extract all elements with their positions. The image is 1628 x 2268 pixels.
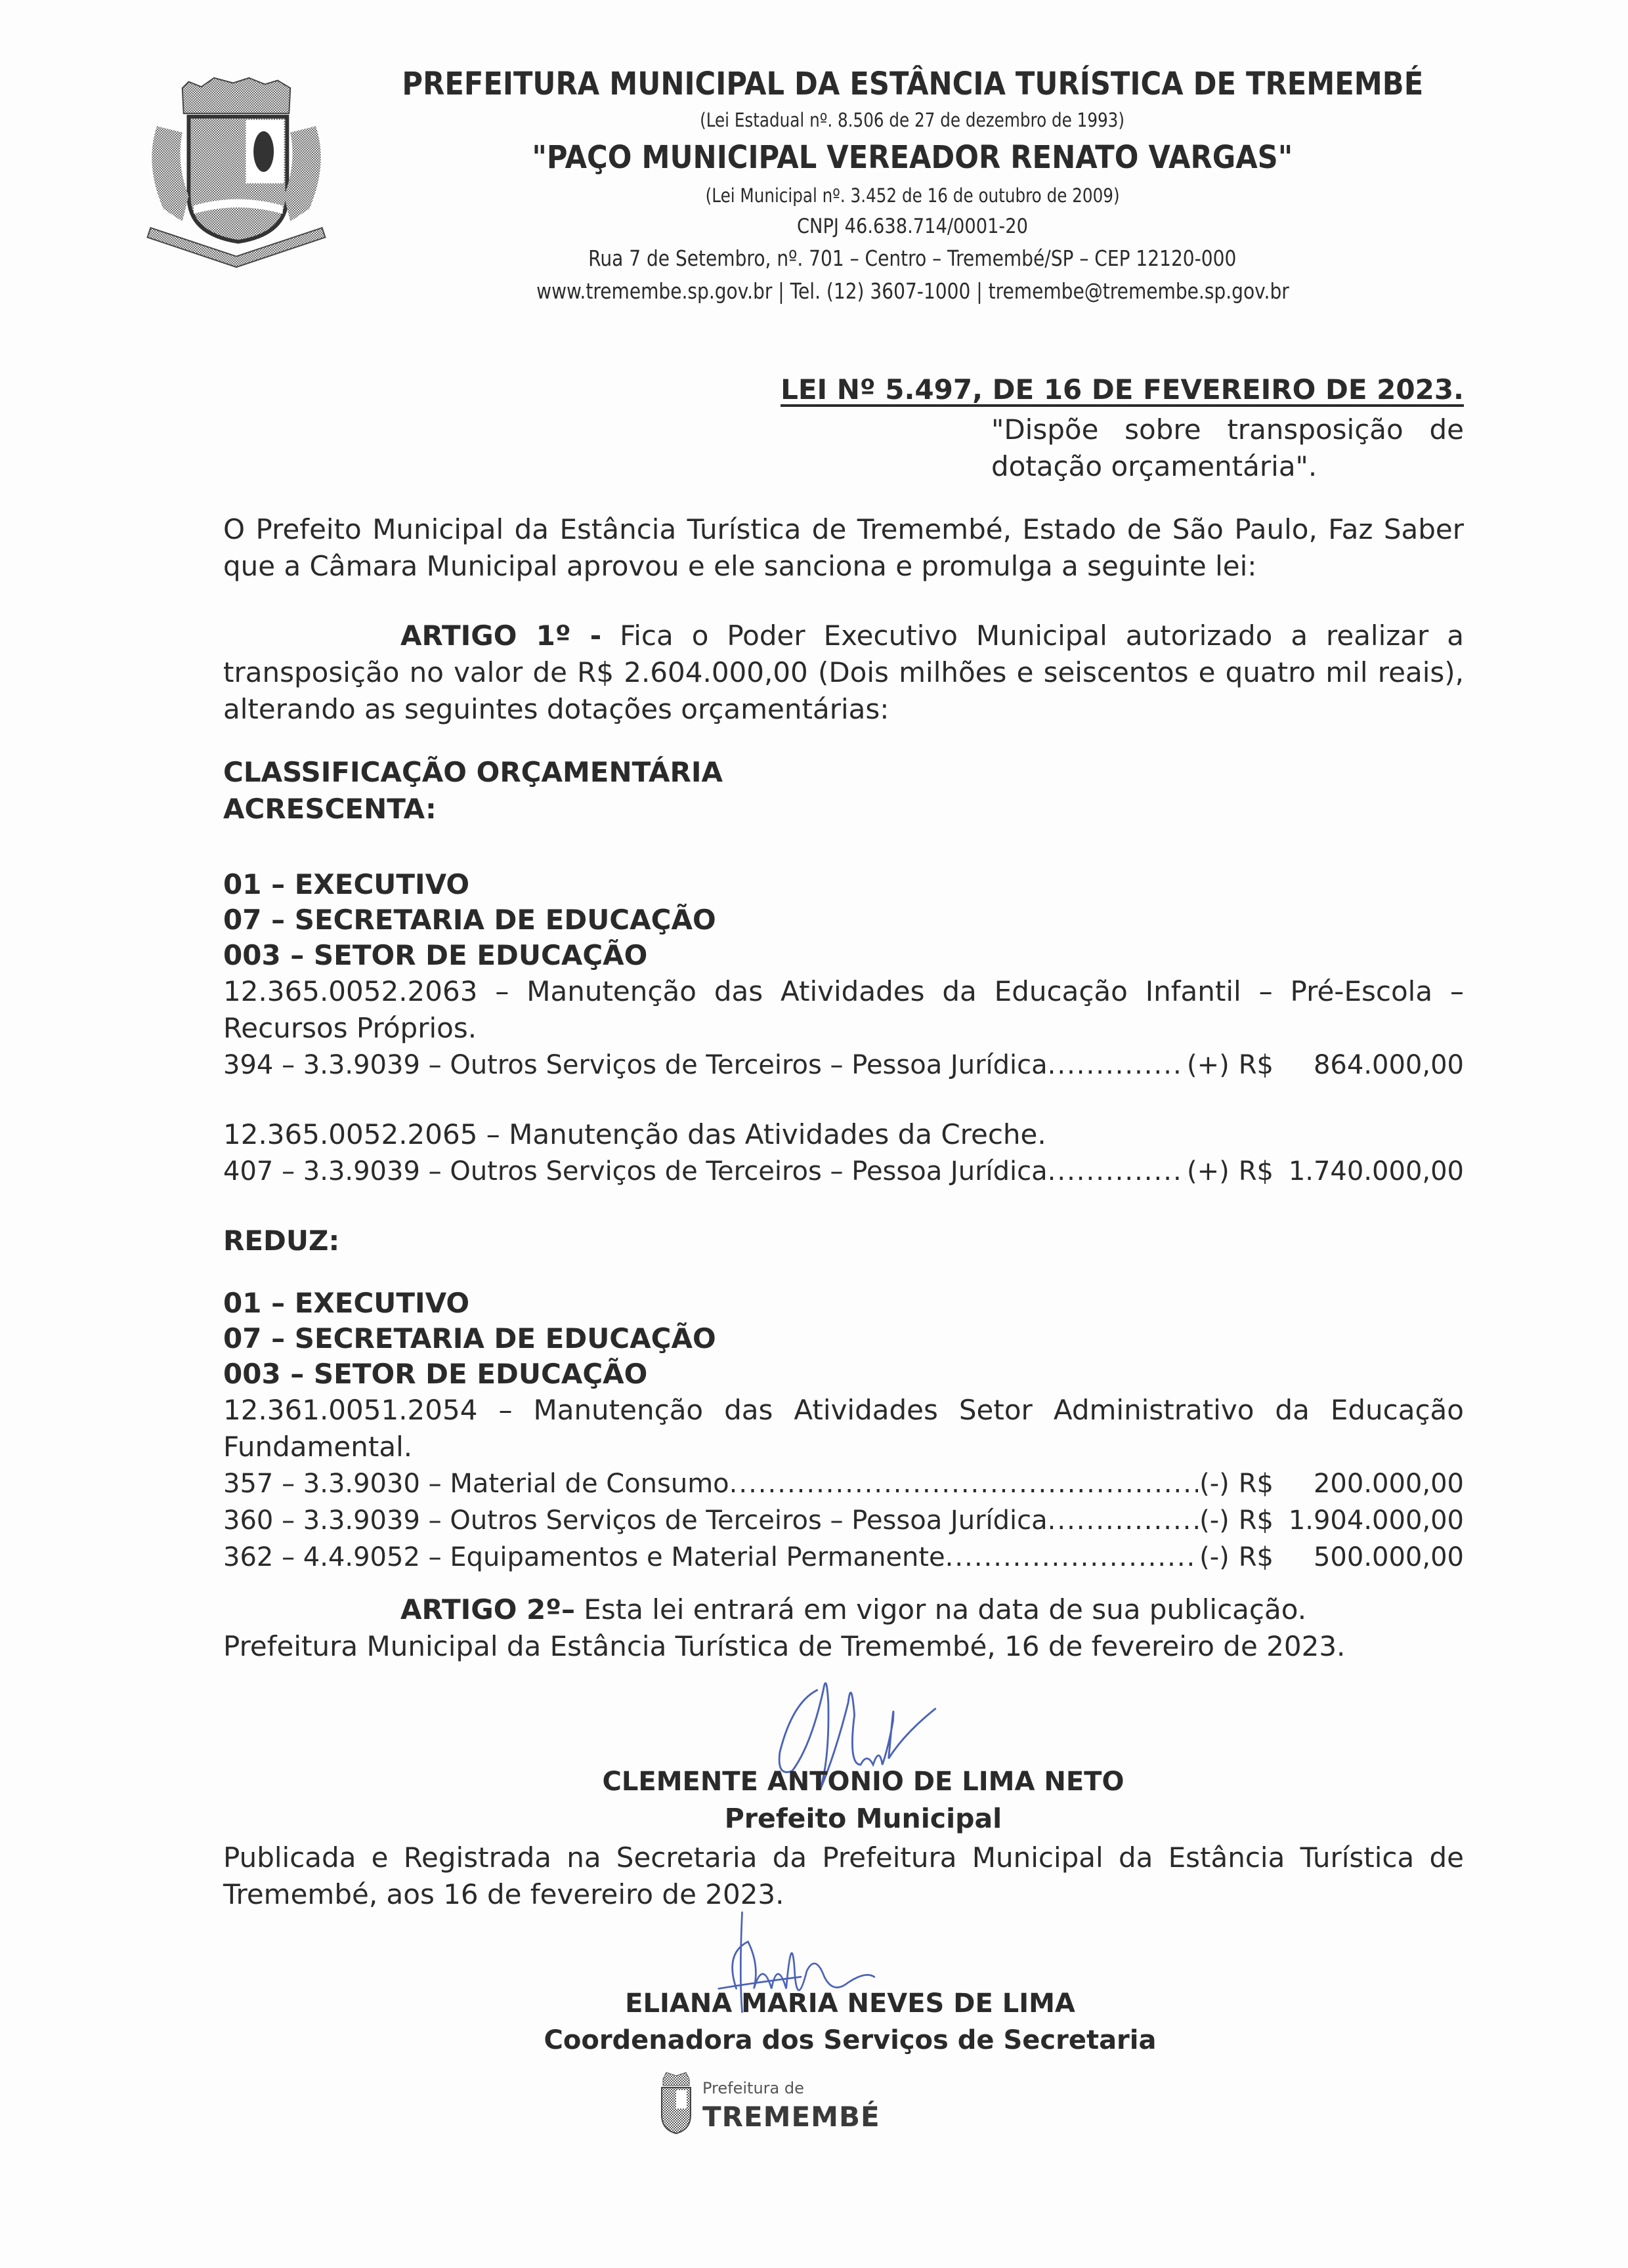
law-title: LEI Nº 5.497, DE 16 DE FEVEREIRO DE 2023. <box>781 373 1464 406</box>
mayor-role: Prefeito Municipal <box>724 1803 1002 1834</box>
program-description: 12.365.0052.2065 – Manutenção das Atividades da Creche. <box>223 1118 1046 1150</box>
secretary-role: Coordenadora dos Serviços de Secretaria <box>544 2025 1157 2055</box>
org-line: 01 – EXECUTIVO <box>223 868 470 900</box>
secretary-name: ELIANA MARIA NEVES DE LIMA <box>625 1988 1075 2019</box>
budget-item-sign: (-) <box>1199 1469 1230 1499</box>
header-state-law: (Lei Estadual nº. 8.506 de 27 de dezembro de 1993) <box>700 109 1125 131</box>
closing-date-line: Prefeitura Municipal da Estância Turística de Tremembé, 16 de fevereiro de 2023. <box>223 1630 1346 1662</box>
budget-item-amount: 1.740.000,00 <box>1288 1156 1464 1186</box>
classification-heading-block <box>223 754 1464 828</box>
budget-item-label: 357 – 3.3.9030 – Material de Consumo <box>223 1469 729 1499</box>
org-line: 003 – SETOR DE EDUCAÇÃO <box>223 939 648 971</box>
classification-heading: CLASSIFICAÇÃO ORÇAMENTÁRIA <box>223 756 723 788</box>
law-ementa <box>991 411 1464 485</box>
budget-item-row <box>223 1539 1464 1576</box>
budget-item-row <box>223 1502 1464 1539</box>
ementa-line-1: "Dispõe sobre transposição de <box>991 413 1464 446</box>
letterhead <box>138 62 1464 371</box>
budget-item-sign: (-) <box>1199 1505 1230 1536</box>
org-line: 07 – SECRETARIA DE EDUCAÇÃO <box>223 904 716 936</box>
org-line: 01 – EXECUTIVO <box>223 1287 470 1319</box>
header-state-law-line <box>335 106 1490 135</box>
preamble: O Prefeito Municipal da Estância Turística de Tremembé, Estado de São Paulo, Faz Saber que a Câmara Municipal aprovou e ele sanciona e promulga a seguinte lei: <box>223 513 1464 582</box>
budget-item-amount: 200.000,00 <box>1313 1469 1464 1499</box>
reduz-section <box>223 1286 1464 1576</box>
header-title-line <box>335 62 1490 106</box>
header-contact-line <box>335 275 1490 308</box>
header-municipal-law-line <box>335 180 1490 211</box>
header-address-line <box>335 242 1490 275</box>
budget-item-sign: (-) <box>1199 1542 1230 1572</box>
budget-item-amount: 500.000,00 <box>1313 1542 1464 1572</box>
acrescenta-section <box>223 867 1464 1190</box>
budget-item-currency: R$ <box>1238 1469 1274 1499</box>
leader-dots <box>1048 1047 1186 1083</box>
budget-item-label: 407 – 3.3.9039 – Outros Serviços de Terceiros – Pessoa Jurídica <box>223 1156 1048 1186</box>
budget-item-sign: (+) <box>1187 1156 1230 1186</box>
budget-item-currency: R$ <box>1238 1542 1274 1572</box>
mayor-signature-area <box>223 1665 1464 1763</box>
leader-dots <box>1048 1502 1198 1539</box>
footer-logo <box>656 2069 932 2141</box>
program-description: 12.365.0052.2063 – Manutenção das Atividades da Educação Infantil – Pré-Escola – Recursos Próprios. <box>223 975 1464 1044</box>
header-cnpj-line <box>335 211 1490 242</box>
spacer <box>223 1083 1464 1116</box>
footer-name: TREMEMBÉ <box>702 2101 880 2133</box>
budget-item-row <box>223 1047 1464 1083</box>
header-building-line <box>335 135 1490 180</box>
article-1-text: Fica o Poder Executivo Municipal autorizado a realizar a transposição no valor de R$ 2.604.000,00 (Dois milhões e seiscentos e quatro mil reais), alterando as seguintes dotações orçamentárias: <box>223 620 1464 725</box>
budget-item-amount: 1.904.000,00 <box>1288 1505 1464 1536</box>
budget-item-row <box>223 1465 1464 1502</box>
header-cnpj: CNPJ 46.638.714/0001-20 <box>797 215 1028 238</box>
budget-item-sign: (+) <box>1187 1050 1230 1080</box>
article-1-label: ARTIGO 1º - <box>400 620 602 652</box>
mayor-name: CLEMENTE ANTONIO DE LIMA NETO <box>602 1767 1125 1797</box>
article-2-text: Esta lei entrará em vigor na data de sua publicação. <box>574 1593 1307 1626</box>
budget-item-label: 360 – 3.3.9039 – Outros Serviços de Terceiros – Pessoa Jurídica <box>223 1505 1048 1536</box>
footer-coat-of-arms-icon <box>656 2069 696 2138</box>
leader-dots <box>945 1539 1198 1576</box>
acrescenta-heading: ACRESCENTA: <box>223 793 437 825</box>
budget-item-label: 394 – 3.3.9039 – Outros Serviços de Terceiros – Pessoa Jurídica <box>223 1050 1048 1080</box>
org-line: 07 – SECRETARIA DE EDUCAÇÃO <box>223 1322 716 1354</box>
article-2 <box>223 1591 1464 1628</box>
budget-item-label: 362 – 4.4.9052 – Equipamentos e Material Permanente <box>223 1542 945 1572</box>
header-address: Rua 7 de Setembro, nº. 701 – Centro – Tremembé/SP – CEP 12120-000 <box>588 245 1237 271</box>
program-description: 12.361.0051.2054 – Manutenção das Atividades Setor Administrativo da Educação Fundamental. <box>223 1394 1464 1463</box>
org-line: 003 – SETOR DE EDUCAÇÃO <box>223 1358 648 1390</box>
header-building-name: "PAÇO MUNICIPAL VEREADOR RENATO VARGAS" <box>532 139 1293 176</box>
budget-item-currency: R$ <box>1238 1505 1274 1536</box>
article-1 <box>223 618 1464 728</box>
budget-item-currency: R$ <box>1238 1050 1274 1080</box>
letterhead-text <box>335 62 1490 308</box>
publication-note: Publicada e Registrada na Secretaria da Prefeitura Municipal da Estância Turística de Tremembé, aos 16 de fevereiro de 2023. <box>223 1841 1464 1910</box>
leader-dots <box>729 1465 1198 1502</box>
article-2-label: ARTIGO 2º– <box>400 1593 575 1626</box>
header-title: PREFEITURA MUNICIPAL DA ESTÂNCIA TURÍSTICA DE TREMEMBÉ <box>402 66 1423 102</box>
budget-item-amount: 864.000,00 <box>1313 1050 1464 1080</box>
budget-item-row <box>223 1153 1464 1190</box>
footer-prefix: Prefeitura de <box>702 2079 804 2097</box>
coat-of-arms-icon <box>138 69 335 272</box>
leader-dots <box>1048 1153 1186 1190</box>
budget-item-currency: R$ <box>1238 1156 1274 1186</box>
header-contact: www.tremembe.sp.gov.br | Tel. (12) 3607-1000 | tremembe@tremembe.sp.gov.br <box>536 278 1289 304</box>
ementa-line-2: dotação orçamentária". <box>991 450 1317 482</box>
header-municipal-law: (Lei Municipal nº. 3.452 de 16 de outubro de 2009) <box>705 184 1120 207</box>
secretary-signature-area <box>223 1913 1464 1985</box>
reduz-heading: REDUZ: <box>223 1225 340 1257</box>
